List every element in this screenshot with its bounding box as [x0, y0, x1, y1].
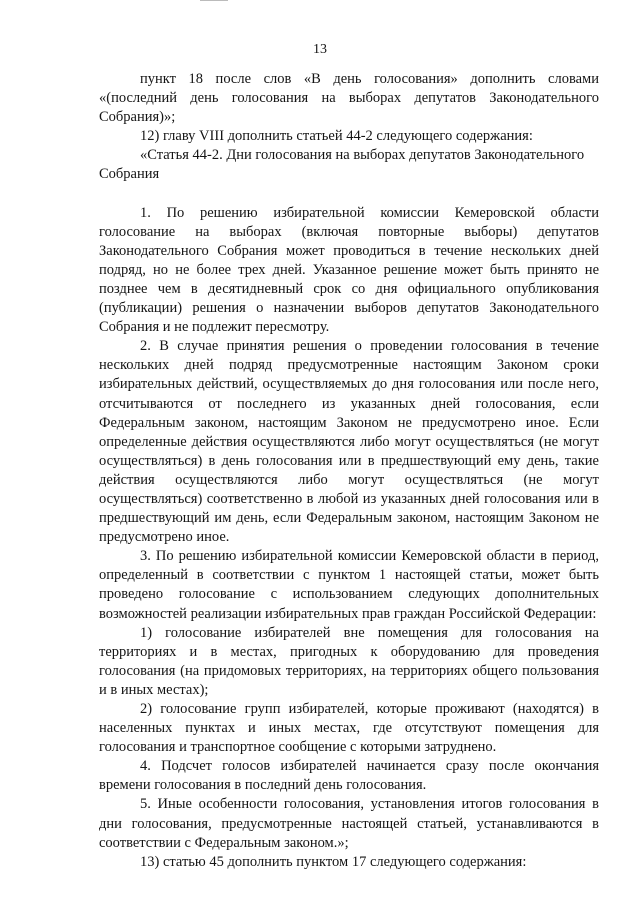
- page-number: 13: [313, 42, 327, 57]
- article-paragraph-5: 5. Иные особенности голосования, установления итогов голосования в дни голосования, предусмотренные настоящей статьей, устанавливаются в соответствии с Федеральным законом.»;: [99, 796, 599, 851]
- article-44-2-title: «Статья 44-2. Дни голосования на выборах депутатов Законодательного Собрания: [99, 147, 585, 183]
- article-paragraph-4: 4. Подсчет голосов избирателей начинается сразу после окончания времени голосования в последний день голосования.: [99, 758, 599, 794]
- paragraph-item-12: 12) главу VIII дополнить статьей 44-2 следующего содержания:: [140, 128, 533, 145]
- paragraph-item-18: пункт 18 после слов «В день голосования» дополнить словами «(последний день голосования на выборах депутатов Законодательного Собрания)»;: [99, 71, 599, 126]
- spacer: [99, 185, 599, 204]
- paragraph-item-13: 13) статью 45 дополнить пунктом 17 следующего содержания:: [140, 853, 527, 870]
- document-body: [99, 70, 599, 872]
- article-paragraph-1: 1. По решению избирательной комиссии Кемеровской области голосование на выборах (включая повторные выборы) депутатов Законодательного Собрания может проводиться в течение нескольких дней подряд, но не более трех дней. Указанное решение может быть принято не позднее чем в десятидневный срок со дня официального опубликования (публикации) решения о назначении выборов депутатов Законодательного Собрания и не подлежит пересмотру.: [99, 204, 599, 336]
- subitem-1: 1) голосование избирателей вне помещения для голосования на территориях и в местах, пригодных к оборудованию для проведения голосования (на придомовых территориях, на территориях общего пользования и в иных местах);: [99, 624, 599, 698]
- article-paragraph-2: 2. В случае принятия решения о проведении голосования в течение нескольких дней подряд предусмотренные настоящим Законом сроки избирательных действий, осуществляемых до дня голосования или после него, отсчитываются от последнего из указанных дней голосования, если Федеральным законом, настоящим Законом не предусмотрено иное. Если определенные действия осуществляются либо могут осуществляться (не могут осуществляться) в день голосования или в предшествующий ему день, такие действия осуществляются либо могут осуществляться (не могут осуществляться) соответственно в любой из указанных дней голосования или в предшествующий им день, если Федеральным законом, настоящим Законом не предусмотрено иное.: [99, 338, 599, 546]
- subitem-2: 2) голосование групп избирателей, которые проживают (находятся) в населенных пунктах и иных местах, где отсутствуют помещения для голосования и транспортное сообщение с которыми затруднено.: [99, 701, 599, 756]
- article-paragraph-3: 3. По решению избирательной комиссии Кемеровской области в период, определенный в соответствии с пунктом 1 настоящей статьи, может быть проведено голосование с использованием следующих дополнительных возможностей реализации избирательных прав граждан Российской Федерации:: [99, 548, 599, 622]
- scan-mark: [200, 0, 228, 1]
